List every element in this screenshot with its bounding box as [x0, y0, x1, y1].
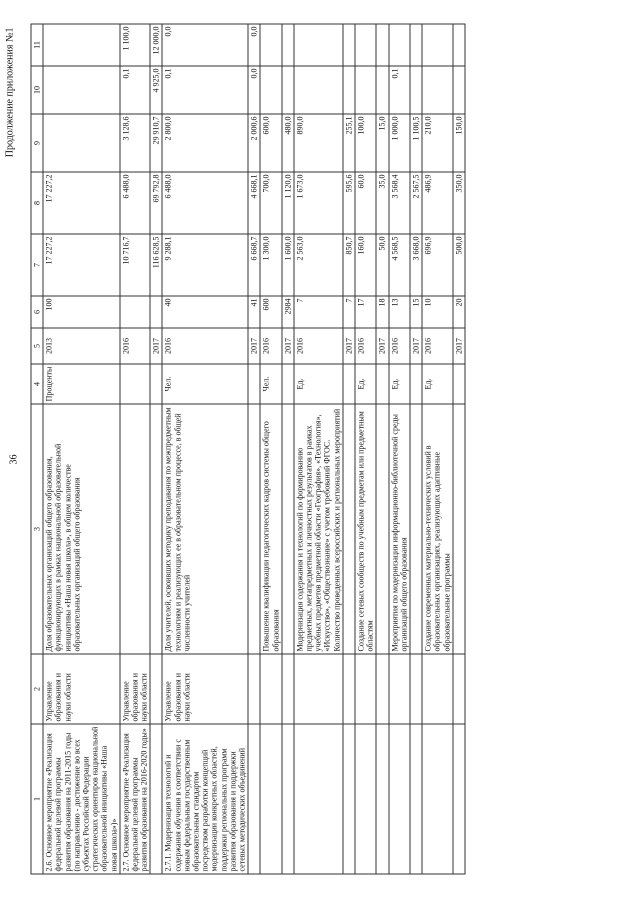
table-cell-c5: 2017 [343, 328, 355, 364]
table-cell-c3: Создание сетевых сообществ по учебным предметам или предметным областям [355, 404, 376, 654]
table-row [294, 24, 343, 874]
table-cell-c2 [343, 654, 355, 724]
col-header: 7 [31, 234, 43, 296]
table-cell-c5: 2016 [162, 328, 248, 364]
table-cell-c5: 2017 [453, 328, 465, 364]
table-cell-c11 [43, 24, 120, 66]
table-cell-c9: 480,0 [282, 114, 294, 172]
table-cell-c5: 2016 [294, 328, 343, 364]
table-cell-c11 [282, 24, 294, 66]
table-cell-c4: Ед. [389, 364, 410, 404]
col-header: 3 [31, 404, 43, 654]
table-cell-c5: 2017 [376, 328, 388, 364]
table-cell-c5: 2016 [355, 328, 376, 364]
table-cell-c3: Доля образовательных организаций общего образования, функционирующих в рамках национальной образовательной инициативы «Наша новая школа», в общем количестве образовательных организаций общего образования [43, 404, 120, 654]
table-cell-c4 [282, 364, 294, 404]
table-cell-c6: 17 [355, 296, 376, 328]
table-cell-c9: 15,0 [376, 114, 388, 172]
table-cell-c4 [343, 364, 355, 404]
table-cell-c3: Мероприятия по модернизации информационно-библиотечной среды организаций общего образования [389, 404, 410, 654]
table-cell-c3 [150, 404, 162, 654]
table-cell-c11 [355, 24, 376, 66]
table-cell-c2 [260, 654, 281, 724]
table-cell-c6: 40 [162, 296, 248, 328]
table-cell-c8: 4 668,1 [248, 172, 260, 234]
table-cell-c7: 696,9 [422, 234, 453, 296]
table-cell-c5: 2013 [43, 328, 120, 364]
table-cell-c7: 10 716,7 [120, 234, 151, 296]
table-row [120, 24, 151, 874]
table-cell-c9: 210,0 [422, 114, 453, 172]
col-header: 4 [31, 364, 43, 404]
table-cell-c3 [343, 404, 355, 654]
program-table [31, 24, 466, 875]
table-cell-c11: 12 000,0 [150, 24, 162, 66]
table-cell-c6: 20 [453, 296, 465, 328]
col-header: 9 [31, 114, 43, 172]
table-cell-c11 [389, 24, 410, 66]
table-cell-c10: 0,0 [248, 66, 260, 114]
table-cell-c6 [120, 296, 151, 328]
table-row [389, 24, 410, 874]
table-cell-c10 [282, 66, 294, 114]
table-cell-c1: 2.7. Основное мероприятие «Реализация федеральной целевой программы развития образования на 2016-2020 годы» [120, 724, 151, 874]
table-cell-c10 [260, 66, 281, 114]
table-cell-c3 [282, 404, 294, 654]
table-cell-c2 [248, 654, 260, 724]
table-cell-c10 [453, 66, 465, 114]
table-cell-c10 [376, 66, 388, 114]
table-cell-c11: 1 100,0 [120, 24, 151, 66]
table-cell-c6: 2984 [282, 296, 294, 328]
rotated-page [1, 0, 640, 905]
table-cell-c2 [410, 654, 422, 724]
table-cell-c7: 850,7 [343, 234, 355, 296]
table-cell-c3: Доля учителей, освоивших методику преподавания по межпредметным технологиям и реализующих ее в образовательном процессе, в общей численности учителей [162, 404, 248, 654]
table-cell-c4: Чел. [260, 364, 281, 404]
table-cell-c7: 1 300,0 [260, 234, 281, 296]
table-row [343, 24, 355, 874]
col-header: 5 [31, 328, 43, 364]
table-cell-c8: 595,6 [343, 172, 355, 234]
table-cell-c1 [260, 724, 281, 874]
table-cell-c1 [294, 724, 343, 874]
table-cell-c3: Повышение квалификации педагогических кадров системы общего образования [260, 404, 281, 654]
table-cell-c1: 2.6. Основное мероприятие «Реализация федеральной целевой программы развития образования на 2011-2015 годы (по направлению - достижение во всех субъектах Российской Федерации стратегических ориентиров национальной образовательной инициативы «Наша новая школа»)» [43, 724, 120, 874]
table-cell-c1 [376, 724, 388, 874]
table-cell-c4: Ед. [422, 364, 453, 404]
table-cell-c2: Управление образования и науки области [120, 654, 151, 724]
table-cell-c11 [376, 24, 388, 66]
table-cell-c8: 60,0 [355, 172, 376, 234]
table-cell-c9: 2 800,0 [162, 114, 248, 172]
table-cell-c1 [389, 724, 410, 874]
table-cell-c7: 2 563,0 [294, 234, 343, 296]
table-cell-c8: 17 227,2 [43, 172, 120, 234]
table-cell-c9: 3 128,6 [120, 114, 151, 172]
table-cell-c7: 6 668,7 [248, 234, 260, 296]
col-header: 8 [31, 172, 43, 234]
table-cell-c10: 0,1 [120, 66, 151, 114]
table-cell-c1 [282, 724, 294, 874]
table-cell-c1 [355, 724, 376, 874]
col-header: 6 [31, 296, 43, 328]
table-cell-c8: 3 568,4 [389, 172, 410, 234]
table-cell-c5: 2016 [422, 328, 453, 364]
table-cell-c6: 7 [294, 296, 343, 328]
table-row [43, 24, 120, 874]
table-cell-c9: 150,0 [453, 114, 465, 172]
table-cell-c3 [410, 404, 422, 654]
table-cell-c2 [282, 654, 294, 724]
table-row [453, 24, 465, 874]
table-cell-c10 [294, 66, 343, 114]
table-cell-c4: Чел. [162, 364, 248, 404]
table-cell-c1 [343, 724, 355, 874]
table-cell-c10 [410, 66, 422, 114]
table-row [410, 24, 422, 874]
table-cell-c5: 2017 [248, 328, 260, 364]
table-cell-c6: 18 [376, 296, 388, 328]
table-cell-c2: Управление образования и науки области [43, 654, 120, 724]
table-cell-c2 [422, 654, 453, 724]
table-row [162, 24, 248, 874]
table-cell-c1: 2.7.1. Модернизация технологий и содержания обучения в соответствии с новым федеральным государственным образовательным стандартом посредством разработки концепций модернизации конкретных областей, поддержки региональных программ развития образования и поддержки сетевых методических объединений [162, 724, 248, 874]
table-cell-c9: 890,0 [294, 114, 343, 172]
table-cell-c2 [453, 654, 465, 724]
table-cell-c11 [410, 24, 422, 66]
table-row [282, 24, 294, 874]
table-cell-c8: 1 120,0 [282, 172, 294, 234]
col-header: 2 [31, 654, 43, 724]
table-cell-c3 [453, 404, 465, 654]
table-cell-c8: 350,0 [453, 172, 465, 234]
table-cell-c11 [260, 24, 281, 66]
table-cell-c1 [422, 724, 453, 874]
page-number: 36 [8, 454, 20, 465]
table-cell-c11 [422, 24, 453, 66]
table-cell-c3 [248, 404, 260, 654]
table-cell-c8: 2 567,5 [410, 172, 422, 234]
table-cell-c5: 2017 [282, 328, 294, 364]
table-cell-c5: 2016 [389, 328, 410, 364]
table-cell-c1 [248, 724, 260, 874]
table-cell-c3 [376, 404, 388, 654]
table-cell-c4 [453, 364, 465, 404]
table-cell-c6 [150, 296, 162, 328]
table-cell-c2: Управление образования и науки области [162, 654, 248, 724]
table-cell-c7: 4 568,5 [389, 234, 410, 296]
table-cell-c5: 2017 [410, 328, 422, 364]
table-cell-c1 [453, 724, 465, 874]
table-cell-c9: 1 000,0 [389, 114, 410, 172]
table-cell-c10 [343, 66, 355, 114]
table-cell-c5: 2016 [120, 328, 151, 364]
table-cell-c10: 0,1 [162, 66, 248, 114]
table-cell-c1 [150, 724, 162, 874]
table-cell-c2 [355, 654, 376, 724]
table-cell-c2 [150, 654, 162, 724]
table-cell-c7: 17 227,2 [43, 234, 120, 296]
table-cell-c7: 500,0 [453, 234, 465, 296]
table-cell-c5: 2016 [260, 328, 281, 364]
column-number-row [31, 24, 43, 874]
table-cell-c7: 1 600,0 [282, 234, 294, 296]
table-cell-c4 [150, 364, 162, 404]
table-cell-c8: 6 488,0 [162, 172, 248, 234]
table-row [248, 24, 260, 874]
col-header: 1 [31, 724, 43, 874]
table-cell-c2 [294, 654, 343, 724]
table-cell-c10 [43, 66, 120, 114]
table-cell-c9: 600,0 [260, 114, 281, 172]
table-cell-c9: 100,0 [355, 114, 376, 172]
table-cell-c8: 6 488,0 [120, 172, 151, 234]
table-cell-c11 [294, 24, 343, 66]
table-row [150, 24, 162, 874]
table-cell-c8: 486,9 [422, 172, 453, 234]
table-cell-c8: 35,0 [376, 172, 388, 234]
table-cell-c7: 3 668,0 [410, 234, 422, 296]
header-note: Продолжение приложения №1 [4, 27, 16, 158]
table-cell-c6: 100 [43, 296, 120, 328]
table-cell-c6: 600 [260, 296, 281, 328]
table-cell-c9: 1 100,5 [410, 114, 422, 172]
col-header: 10 [31, 66, 43, 114]
table-cell-c11 [453, 24, 465, 66]
table-cell-c5: 2017 [150, 328, 162, 364]
table-cell-c6: 10 [422, 296, 453, 328]
table-cell-c3: Модернизация содержания и технологий по формированию предметных, метапредметных и личностных результатов в рамках учебных предметов предметной области «География», «Технология», «Искусство», «Обществознание» с учетом требований ФГОС. Количество проведенных всероссийских и региональных мероприятий [294, 404, 343, 654]
table-cell-c3: Создание современных материально-технических условий в образовательных организациях, реализующих адаптивные образовательные программы [422, 404, 453, 654]
table-row [260, 24, 281, 874]
table-row [376, 24, 388, 874]
table-cell-c4 [248, 364, 260, 404]
table-cell-c7: 160,0 [355, 234, 376, 296]
table-cell-c2 [389, 654, 410, 724]
table-cell-c9 [43, 114, 120, 172]
table-cell-c7: 116 628,5 [150, 234, 162, 296]
table-cell-c11: 0,0 [162, 24, 248, 66]
table-cell-c11 [343, 24, 355, 66]
table-cell-c9: 29 910,7 [150, 114, 162, 172]
table-cell-c8: 700,0 [260, 172, 281, 234]
table-cell-c6: 15 [410, 296, 422, 328]
table-cell-c6: 13 [389, 296, 410, 328]
table-cell-c10 [355, 66, 376, 114]
table-cell-c4: Ед. [355, 364, 376, 404]
table-cell-c4 [376, 364, 388, 404]
table-cell-c10 [422, 66, 453, 114]
table-cell-c10: 0,1 [389, 66, 410, 114]
table-cell-c11: 0,0 [248, 24, 260, 66]
table-cell-c8: 69 792,8 [150, 172, 162, 234]
table-cell-c3 [120, 404, 151, 654]
table-cell-c9: 2 000,6 [248, 114, 260, 172]
col-header: 11 [31, 24, 43, 66]
table-row [422, 24, 453, 874]
table-cell-c8: 1 673,0 [294, 172, 343, 234]
table-cell-c9: 255,1 [343, 114, 355, 172]
table-cell-c4: Ед. [294, 364, 343, 404]
table-cell-c4 [410, 364, 422, 404]
table-cell-c4 [120, 364, 151, 404]
table-cell-c2 [376, 654, 388, 724]
table-cell-c1 [410, 724, 422, 874]
table-cell-c7: 9 288,1 [162, 234, 248, 296]
table-cell-c10: 4 925,0 [150, 66, 162, 114]
table-cell-c6: 41 [248, 296, 260, 328]
table-cell-c7: 50,0 [376, 234, 388, 296]
table-row [355, 24, 376, 874]
table-cell-c6: 7 [343, 296, 355, 328]
table-cell-c4: Проценты [43, 364, 120, 404]
